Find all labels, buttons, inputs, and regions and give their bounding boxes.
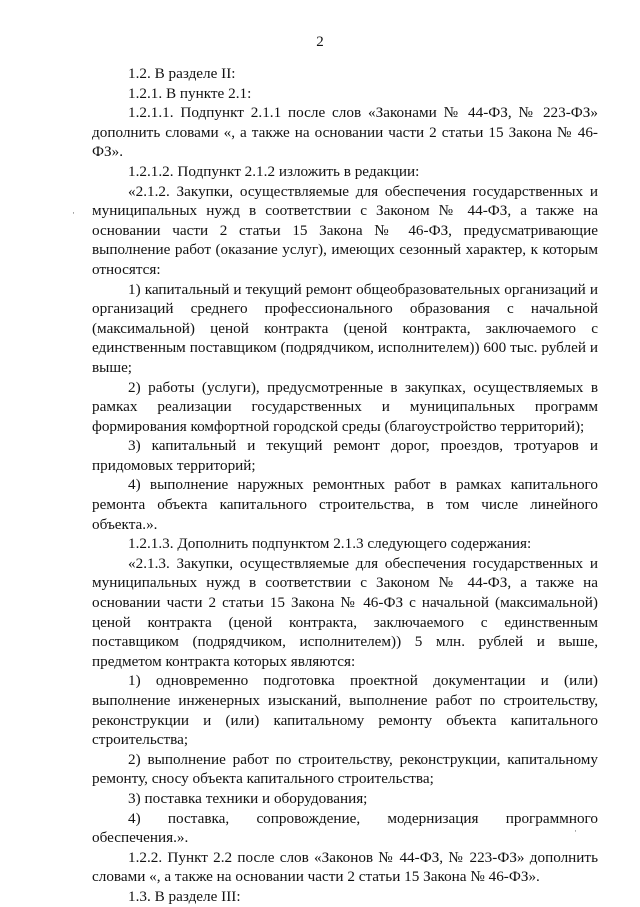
paragraph: 1.2.1.2. Подпункт 2.1.2 изложить в редакции: [128,162,420,180]
scan-speck: · [72,208,75,218]
paragraph: 1.2.1.1. Подпункт 2.1.1 после слов «Законами № 44-ФЗ, № 223-ФЗ» дополнить словами «, а также на основании части 2 статьи 15 Закона № 46-ФЗ». [92,104,598,161]
paragraph: 1.2.1.3. Дополнить подпунктом 2.1.3 следующего содержания: [128,535,532,553]
list-item: 1) одновременно подготовка проектной документации и (или) выполнение инженерных изысканий, выполнение работ по строительству, реконструкции и (или) капитальному ремонту объекта капитального строительства; [92,672,598,749]
list-item: 2) выполнение работ по строительству, реконструкции, капитальному ремонту, сносу объекта капитального строительства; [92,750,598,788]
list-item: 4) выполнение наружных ремонтных работ в рамках капитального ремонта объекта капитального строительства, в том числе линейного объекта.». [92,476,598,533]
list-item: 3) капитальный и текущий ремонт дорог, проездов, тротуаров и придомовых территорий; [92,437,598,474]
scan-speck: · [574,826,577,836]
paragraph: «2.1.2. Закупки, осуществляемые для обеспечения государственных и муниципальных нужд в соответствии с Законом № 44-ФЗ, а также на основании части 2 статьи 15 Закона № 46-ФЗ, предусматривающие выполнение работ (оказание услуг), имеющих сезонный характер, к которым относятся: [92,182,598,278]
list-item: 3) поставка техники и оборудования; [128,789,368,807]
paragraph: 1.2.1. В пункте 2.1: [128,84,252,102]
list-item: 2) работы (услуги), предусмотренные в закупках, осуществляемых в рамках реализации государственных и муниципальных программ формирования комфортной городской среды (благоустройство территорий); [92,378,598,435]
list-item: 4) поставка, сопровождение, модернизация программного обеспечения.». [92,809,598,847]
paragraph: 1.3. В разделе III: [128,887,241,905]
paragraph: 1.2.2. Пункт 2.2 после слов «Законов № 44-ФЗ, № 223-ФЗ» дополнить словами «, а также на основании части 2 статьи 15 Закона № 46-ФЗ». [92,848,598,886]
page-number: 2 [316,34,324,50]
paragraph: «2.1.3. Закупки, осуществляемые для обеспечения государственных и муниципальных нужд в соответствии с Законом № 44-ФЗ, а также на основании части 2 статьи 15 Закона № 46-ФЗ с начальной (максимальной) ценой контракта (ценой контракта, заключаемого с единственным поставщиком (подрядчиком, исполнителем)) 5 млн. рублей и выше, предметом контракта которых являются: [92,554,598,670]
paragraph: 1.2. В разделе II: [128,65,236,82]
list-item: 1) капитальный и текущий ремонт общеобразовательных организаций и организаций среднего профессионального образования с начальной (максимальной) ценой контракта (ценой контракта, заключаемого с единственным поставщиком (подрядчиком, исполнителем)) 600 тыс. рублей и выше; [92,280,598,376]
document-body [92,64,598,907]
